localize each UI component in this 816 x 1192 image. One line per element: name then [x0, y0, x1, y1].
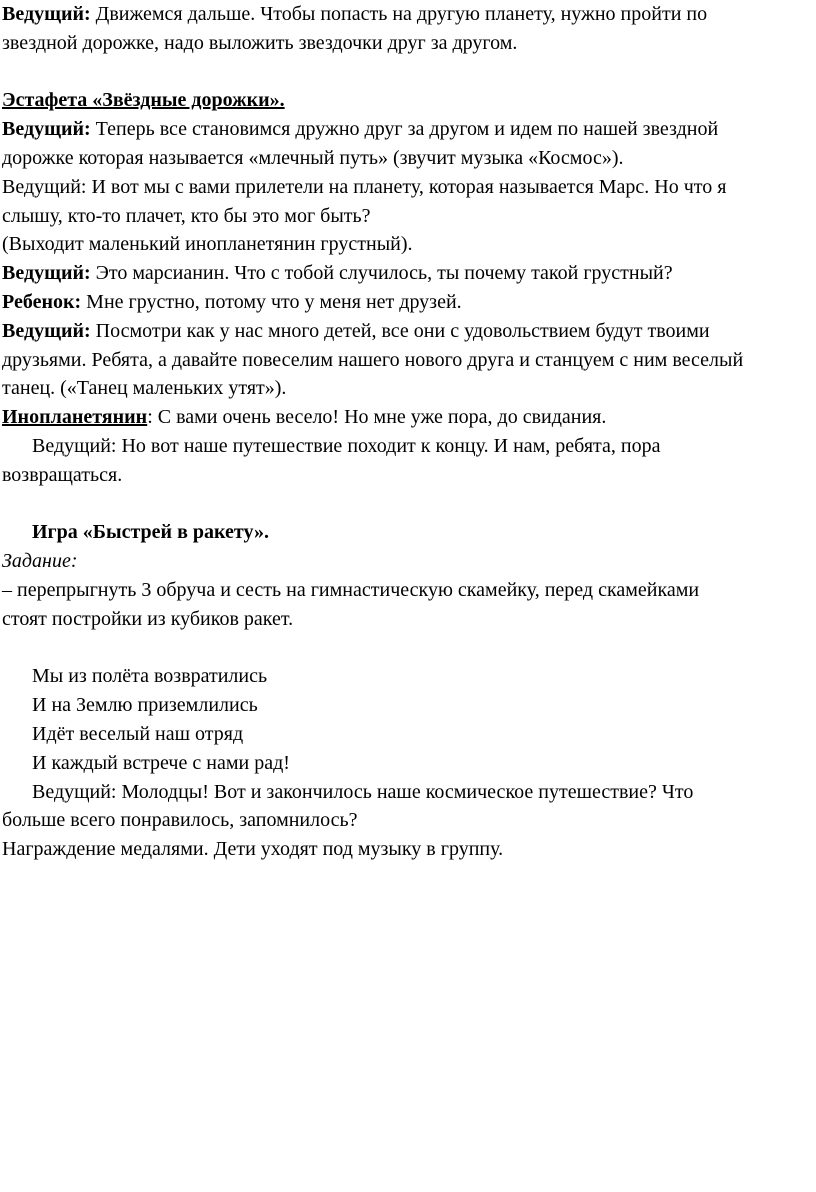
paragraph-line: Ведущий: И вот мы с вами прилетели на планету, которая называется Марс. Но что я — [2, 175, 727, 198]
blank-line — [2, 58, 816, 87]
paragraph-text: Посмотри как у нас много детей, все они с удовольствием будут твоими — [90, 319, 710, 342]
paragraph-text: Теперь все становимся дружно друг за другом и идем по нашей звездной — [90, 118, 719, 141]
poem-line: Мы из полёта возвратились — [32, 665, 268, 688]
paragraph-intro — [2, 0, 816, 58]
paragraph-line: – перепрыгнуть 3 обруча и сесть на гимнастическую скамейку, перед скамейками — [2, 578, 700, 601]
paragraph-line — [2, 288, 816, 317]
paragraph-text: Движемся дальше. Чтобы попасть на другую планету, нужно пройти по — [90, 3, 708, 25]
speaker-label: Ведущий: — [2, 118, 91, 141]
speaker-colon: : — [147, 406, 153, 429]
blank-line — [2, 634, 816, 663]
paragraph-host-4 — [2, 317, 816, 403]
paragraph-line: друзьями. Ребята, а давайте повеселим нашего нового друга и станцуем с ним веселый — [2, 348, 744, 371]
paragraph-line — [2, 115, 816, 144]
paragraph-text: Мне грустно, потому что у меня нет друзей. — [81, 290, 462, 313]
paragraph-line — [2, 317, 816, 346]
paragraph-closing — [2, 835, 816, 864]
poem-line: И на Землю приземлились — [32, 694, 258, 717]
paragraph-host-3 — [2, 259, 816, 288]
paragraph-host-5 — [2, 432, 816, 490]
paragraph-line: возвращаться. — [2, 463, 123, 486]
paragraph-line: звездной дорожке, надо выложить звездочки друг за другом. — [2, 31, 518, 54]
task-label-paragraph — [2, 547, 816, 576]
section-title: Эстафета «Звёздные дорожки». — [2, 89, 285, 112]
paragraph-text: С вами очень весело! Но мне уже пора, до свидания. — [152, 406, 607, 429]
paragraph-line: танец. («Танец маленьких утят»). — [2, 377, 287, 400]
paragraph-line: Ведущий: Молодцы! Вот и закончилось наше космическое путешествие? Что — [32, 780, 694, 803]
poem-line: Идёт веселый наш отряд — [32, 722, 244, 745]
blank-line — [2, 490, 816, 519]
speaker-label: Ведущий: — [2, 262, 91, 285]
paragraph-host-6 — [2, 778, 816, 836]
paragraph-line — [2, 403, 816, 432]
paragraph-line: стоят постройки из кубиков ракет. — [2, 607, 294, 630]
poem — [2, 662, 816, 777]
section-heading-relay — [2, 86, 816, 115]
paragraph-line: Награждение медалями. Дети уходят под музыку в группу. — [2, 838, 504, 861]
task-label: Задание: — [2, 550, 78, 573]
paragraph-line — [2, 259, 816, 288]
poem-line: И каждый встрече с нами рад! — [32, 751, 290, 774]
speaker-label: Ребенок: — [2, 290, 82, 313]
paragraph-host-2 — [2, 173, 816, 231]
paragraph-host-1 — [2, 115, 816, 173]
paragraph-line: слышу, кто-то плачет, кто бы это мог быть? — [2, 204, 371, 227]
section-title: Игра «Быстрей в ракету». — [32, 521, 269, 544]
speaker-label: Ведущий: — [2, 319, 91, 342]
paragraph-line: (Выходит маленький инопланетянин грустный). — [2, 233, 413, 256]
stage-direction — [2, 230, 816, 259]
speaker-label: Инопланетянин — [2, 406, 148, 429]
paragraph-text: Это марсианин. Что с тобой случилось, ты почему такой грустный? — [90, 262, 673, 285]
paragraph-line: Ведущий: Но вот наше путешествие походит к концу. И нам, ребята, пора — [32, 434, 661, 457]
paragraph-child — [2, 288, 816, 317]
paragraph-line: больше всего понравилось, запомнилось? — [2, 809, 358, 832]
paragraph-line — [2, 0, 816, 29]
section-heading-game — [2, 518, 816, 547]
speaker-label: Ведущий: — [2, 3, 91, 25]
paragraph-alien — [2, 403, 816, 432]
paragraph-line: дорожке которая называется «млечный путь» (звучит музыка «Космос»). — [2, 146, 624, 169]
task-paragraph — [2, 576, 816, 634]
